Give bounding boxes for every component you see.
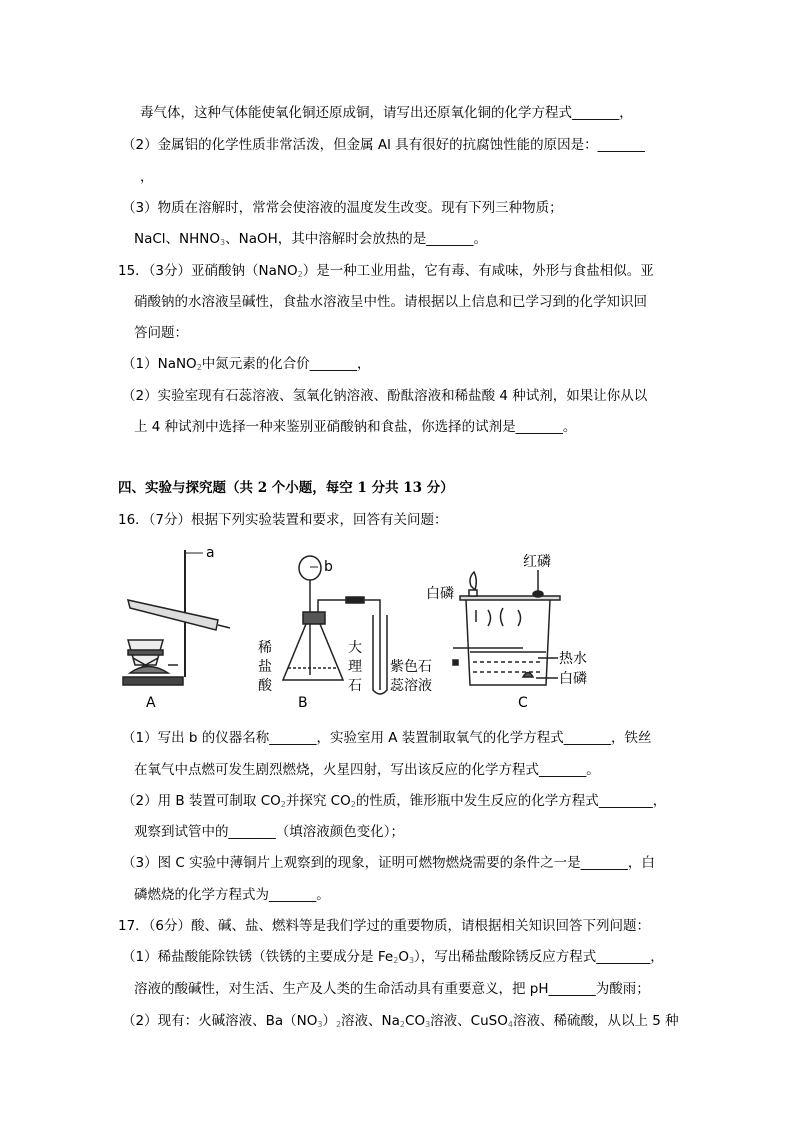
text-segment: CO <box>405 1013 426 1029</box>
text-line <box>118 262 654 284</box>
label-marble-2: 理 <box>348 659 362 675</box>
text-line <box>118 511 448 529</box>
text-segment: （3）图 C 实验中薄铜片上观察到的现象，证明可燃物燃烧需要的条件之一是_______，白 <box>122 855 655 871</box>
text-segment: 并探究 CO <box>285 793 351 809</box>
text-line <box>134 293 647 311</box>
text-segment: 、NaOH，其中溶解时会放热的是_______。 <box>225 231 488 247</box>
text-segment: （2）实验室现有石蕊溶液、氢氧化钠溶液、酚酞溶液和稀盐酸 4 种试剂，如果让你从以 <box>122 388 648 404</box>
label-hot-water: 热水 <box>559 651 587 667</box>
text-segment: ），写出稀盐酸除锈反应方程式________， <box>414 949 664 965</box>
text-segment: （1）NaNO <box>122 356 197 372</box>
label-b: b <box>324 559 333 575</box>
apparatus-c <box>453 570 560 685</box>
text-segment: 毒气体，这种气体能使氧化铜还原成铜，请写出还原氧化铜的化学方程式_______， <box>140 105 633 121</box>
label-white-phosphorus-bottom: 白磷 <box>559 671 587 687</box>
text-segment: （2）现有：火碱溶液、Ba（NO <box>122 1013 318 1029</box>
text-line <box>122 1012 679 1034</box>
text-segment: （3）物质在溶解时，常常会使溶液的温度发生改变。现有下列三种物质； <box>122 200 563 216</box>
text-line <box>122 854 655 872</box>
subscript: 2 <box>280 800 286 809</box>
text-line <box>134 230 487 252</box>
subscript: 4 <box>507 1020 513 1029</box>
text-segment: ） <box>322 1013 336 1029</box>
text-line <box>134 980 650 998</box>
label-dilute-hcl-3: 酸 <box>258 678 272 694</box>
text-segment: NaCl、NHNO <box>134 231 221 247</box>
subscript: 2 <box>399 1020 406 1029</box>
text-segment: 的性质，锥形瓶中发生反应的化学方程式________， <box>355 793 667 809</box>
text-segment: 溶液、Na <box>341 1013 400 1029</box>
text-segment: 溶液、CuSO <box>430 1013 508 1029</box>
text-segment: 观察到试管中的_______（填溶液颜色变化）； <box>134 824 404 840</box>
label-litmus-2: 蕊溶液 <box>390 678 432 694</box>
subscript: 2 <box>393 956 399 965</box>
text-segment: （1）稀盐酸能除铁锈（铁锈的主要成分是 Fe <box>122 949 394 965</box>
text-segment: 溶液、稀硫酸，从以上 5 种 <box>512 1013 679 1029</box>
text-segment: 硝酸钠的水溶液呈碱性，食盐水溶液呈中性。请根据以上信息和已学习到的化学知识回 <box>134 294 647 310</box>
text-line <box>122 199 563 217</box>
subscript: 2 <box>196 363 202 372</box>
text-line <box>134 823 404 841</box>
text-segment: 答问题： <box>134 325 188 341</box>
label-red-phosphorus: 红磷 <box>523 554 551 570</box>
label-litmus-1: 紫色石 <box>390 659 432 675</box>
apparatus-a <box>123 550 230 685</box>
text-segment: 17．（6分）酸、碱、盐、燃料等是我们学过的重要物质，请根据相关知识回答下列问题： <box>118 918 651 934</box>
text-segment: （2）用 B 装置可制取 CO <box>122 793 281 809</box>
label-marble-1: 大 <box>348 640 362 656</box>
label-dilute-hcl-2: 盐 <box>258 659 272 675</box>
experiment-apparatus-figure <box>118 540 638 710</box>
text-line <box>122 792 666 814</box>
text-line <box>134 418 576 436</box>
text-line <box>122 355 371 377</box>
subscript: 3 <box>317 1020 323 1029</box>
text-segment: 溶液的酸碱性，对生活、生产及人类的生命活动具有重要意义，把 pH_______为酸雨； <box>134 981 650 997</box>
label-a: a <box>206 545 215 561</box>
subscript: 2 <box>297 270 303 279</box>
text-segment: （1）写出 b 的仪器名称_______，实验室用 A 装置制取氧气的化学方程式_______，铁丝 <box>122 730 652 746</box>
text-line <box>140 104 633 122</box>
text-segment: ， <box>140 169 154 185</box>
apparatus-b <box>283 556 387 694</box>
caption-a: A <box>146 695 156 710</box>
text-segment: 16．（7分）根据下列实验装置和要求，回答有关问题： <box>118 512 448 528</box>
text-segment: （2）金属铝的化学性质非常活泼，但金属 Al 具有很好的抗腐蚀性能的原因是：_______ <box>122 137 645 153</box>
subscript: 2 <box>335 1020 342 1029</box>
label-dilute-hcl-1: 稀 <box>258 640 272 656</box>
label-marble-3: 石 <box>348 678 362 694</box>
text-segment: 中氮元素的化合价_______， <box>201 356 371 372</box>
subscript: 2 <box>350 800 356 809</box>
text-line <box>140 168 154 186</box>
text-line <box>134 324 188 342</box>
text-line <box>122 948 664 970</box>
subscript: 3 <box>220 238 226 247</box>
text-segment: 磷燃烧的化学方程式为_______。 <box>134 887 330 903</box>
text-segment: 15．（3分）亚硝酸钠（NaNO <box>118 263 298 279</box>
subscript: 3 <box>425 1020 431 1029</box>
caption-c: C <box>518 695 528 710</box>
text-line <box>134 761 600 779</box>
text-segment: 上 4 种试剂中选择一种来鉴别亚硝酸钠和食盐，你选择的试剂是_______。 <box>134 419 577 435</box>
text-segment: 在氧气中点燃可发生剧烈燃烧，火星四射，写出该反应的化学方程式_______。 <box>134 762 600 778</box>
label-white-phosphorus-top: 白磷 <box>426 586 454 602</box>
text-line <box>122 729 652 747</box>
section-heading <box>118 479 454 497</box>
text-segment: ）是一种工业用盐，它有毒、有咸味，外形与食盐相似。亚 <box>302 263 654 279</box>
text-segment: O <box>398 949 409 965</box>
subscript: 3 <box>408 956 415 965</box>
text-segment: 四、实验与探究题（共 2 个小题，每空 1 分共 13 分） <box>118 480 454 496</box>
text-line <box>122 387 647 405</box>
text-line <box>134 886 330 904</box>
text-line <box>118 917 650 935</box>
text-line <box>122 136 645 154</box>
caption-b: B <box>298 695 308 710</box>
